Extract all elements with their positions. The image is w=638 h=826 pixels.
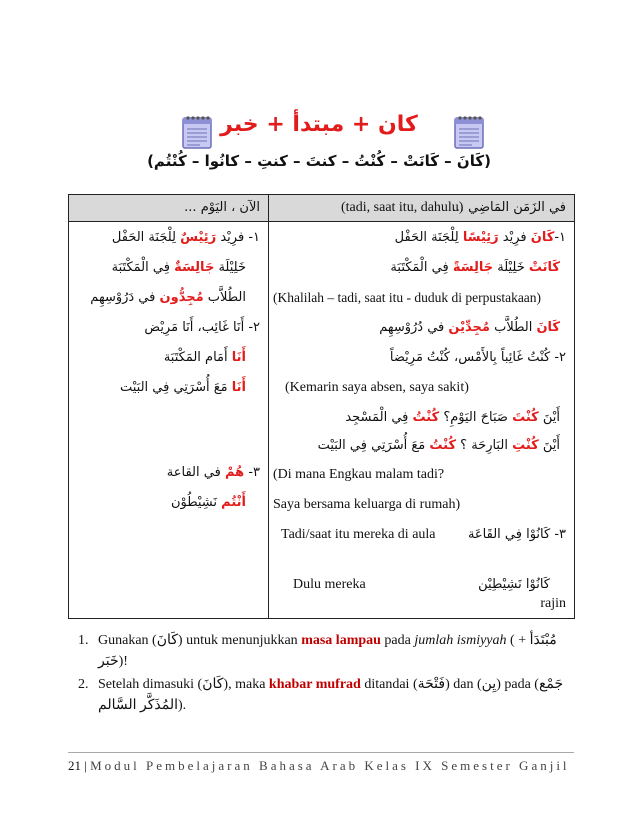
highlight-word: مُجِدُّون (159, 290, 204, 305)
past-line-5: ٢- كُنْتُ غَائِباً بِالأَمْس، كُنْتُ مَرِيْضاً (389, 350, 566, 365)
example-text: فِي الْمَكْتَبَة (390, 260, 449, 275)
past-line-12-arabic: كَانُوْا نَشِيْطِيْن (478, 577, 550, 592)
example-text: خَلِيْلَة (497, 260, 525, 275)
past-line-9: (Di mana Engkau malam tadi? (273, 467, 445, 482)
highlight-word: مُجِدِّيْن (448, 320, 490, 335)
past-line-10: Saya bersama keluarga di rumah) (273, 497, 461, 512)
highlight-word: كَانَتْ (528, 260, 560, 275)
example-text: الطُلاَّب (494, 320, 533, 335)
item-number: ١- (248, 230, 260, 245)
header-cell-present (69, 195, 269, 222)
example-text: خَلِيْلَة (218, 260, 246, 275)
past-line-4 (379, 320, 560, 335)
past-header-arabic: في الزَمَن المَاضِي ... (451, 200, 566, 215)
past-line-3: (Khalilah – tadi, saat itu - duduk di perpustakaan) (273, 290, 542, 305)
rules-list (78, 630, 568, 718)
rule-text: pada (380, 633, 415, 648)
past-line-8 (318, 438, 560, 453)
past-line-13: rajin (540, 596, 566, 611)
example-text: صَبَاحَ اليَوْمِ؟ (443, 410, 508, 425)
example-text: مَعَ أُسْرَتِي فِي البَيْت (119, 380, 228, 395)
item-number: ٣- (248, 465, 260, 480)
highlight-word: كَانَ (536, 320, 560, 335)
past-line-1 (395, 230, 566, 245)
rule-number: 2. (78, 677, 89, 692)
rule-highlight: masa lampau (301, 633, 381, 648)
highlight-word: كُنْتُ (412, 410, 440, 425)
page-number: 21 (68, 758, 81, 773)
highlight-word: جَالِسَةً (452, 260, 494, 275)
rule-number: 1. (78, 633, 89, 648)
present-line-3 (90, 290, 246, 305)
item-number: ١- (554, 230, 566, 245)
example-text: نَشِيْطُوْن (170, 495, 218, 510)
rule-item (78, 674, 568, 716)
rule-text: ditandai (فَتْحَة) dan (يِن) pada (جَمْع المُذَكَّر السَّالم). (98, 677, 564, 713)
page-subtitle: (كَانَ – كَانَتْ – كُنْتُ – كنتَ – كنتِ – كانُوا – كُنْتُم) (147, 152, 491, 170)
present-line-8 (171, 495, 246, 510)
present-line-4: ٢- أَنَا غَائِب، أَنَا مَرِيْض (144, 320, 260, 335)
footer-separator: | (81, 758, 91, 773)
highlight-word: كُنْتِ (512, 438, 539, 453)
example-text: في القاعة (166, 465, 221, 480)
example-text: فرِيْد (502, 230, 527, 245)
example-text: أَمَام المَكْتَبَة (163, 350, 228, 365)
present-line-1 (112, 230, 260, 245)
highlight-word: هُمْ (224, 465, 245, 480)
highlight-word: رَئِيْسٌ (180, 230, 217, 245)
example-text: لِلْجَنَة الحَفْل (394, 230, 459, 245)
present-line-6 (120, 380, 246, 395)
example-text: في دُرُوْسِهِم (379, 320, 445, 335)
present-header-text: الآن ، اليَوْم ... (184, 200, 260, 215)
rule-text: Gunakan (كَانَ) untuk menunjukkan (98, 633, 302, 648)
past-line-7 (345, 410, 560, 425)
example-text: أَيْنَ (542, 438, 560, 453)
example-text: لِلْجَنَة الحَفْل (111, 230, 176, 245)
highlight-word: كَانَ (530, 230, 555, 245)
highlight-word: أَنَا (231, 380, 246, 395)
page-title: كان + مبتدأ + خبر (220, 112, 418, 137)
example-text: في دَرُوْسِهِم (90, 290, 156, 305)
highlight-word: كُنْتُ (429, 438, 457, 453)
highlight-word: أَنْتُم (221, 495, 246, 510)
highlight-word: رَئِيْسًا (462, 230, 499, 245)
past-header-latin: (tadi, saat itu, dahulu) (341, 200, 464, 215)
example-text: فرِيْد (220, 230, 245, 245)
comparison-table (68, 194, 575, 619)
rule-text: ( مُبْتَدَأ + خَبَر)! (98, 633, 557, 669)
footer-text: Modul Pembelajaran Bahasa Arab Kelas IX Semester Ganjil (90, 758, 570, 773)
rule-text: Setelah dimasuki (كَانَ), maka (98, 677, 269, 692)
past-line-2 (390, 260, 560, 275)
rule-italic: jumlah ismiyyah (414, 633, 507, 648)
past-line-6: (Kemarin saya absen, saya sakit) (285, 380, 469, 395)
example-text: فِي الْمَسْجِد (345, 410, 409, 425)
present-examples-cell (69, 222, 269, 619)
present-line-2 (112, 260, 246, 275)
present-line-5 (164, 350, 246, 365)
past-examples-cell (269, 222, 575, 619)
past-line-12-latin: Dulu mereka (293, 577, 366, 592)
footer-divider (68, 752, 574, 753)
past-line-11-latin: Tadi/saat itu mereka di aula (281, 527, 436, 542)
example-text: البَارِحَة ؟ (460, 438, 508, 453)
present-line-7 (167, 465, 260, 480)
highlight-word: أَنَا (231, 350, 246, 365)
past-line-11-arabic: ٣- كَانُوْا فِي القَاعَة (467, 527, 566, 542)
example-text: مَعَ أُسْرَتِي فِي البَيْت (317, 438, 426, 453)
rule-highlight: khabar mufrad (268, 677, 361, 692)
rule-item (78, 630, 568, 672)
example-text: أَيْنَ (542, 410, 560, 425)
header-cell-past (269, 195, 575, 222)
example-text: الطُلاَّب (207, 290, 246, 305)
highlight-word: جَالِسَةٌ (174, 260, 215, 275)
highlight-word: كُنْتَ (512, 410, 539, 425)
example-text: فِي الْمَكْتَبَة (111, 260, 170, 275)
page-footer (68, 758, 574, 774)
